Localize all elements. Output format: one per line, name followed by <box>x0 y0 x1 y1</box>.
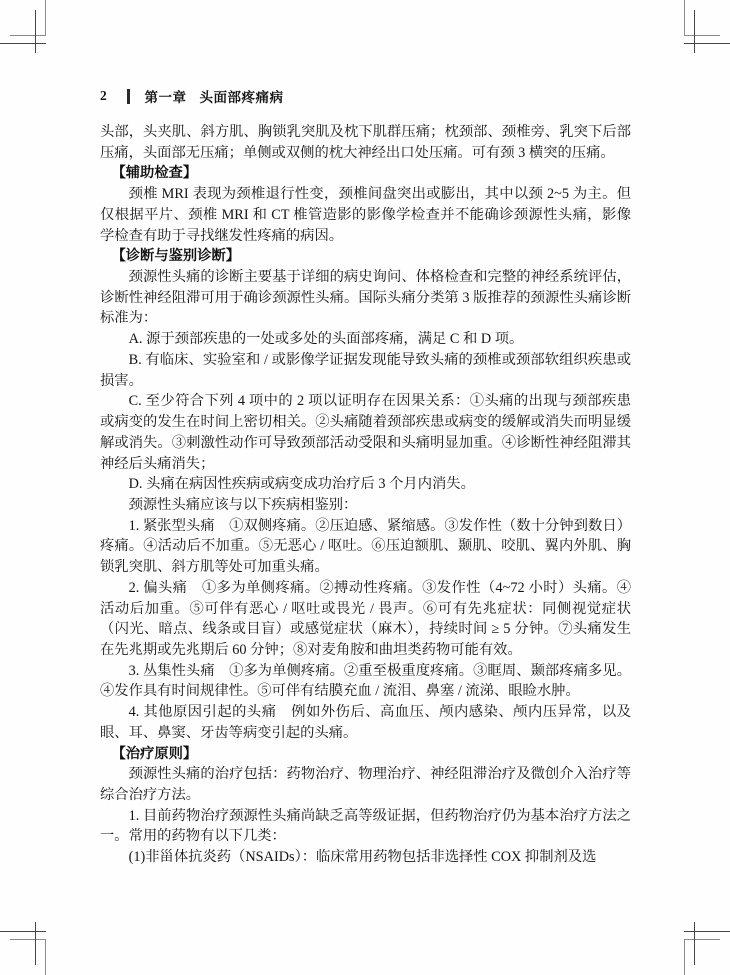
page-number: 2 <box>100 88 108 103</box>
criterion-b: B. 有临床、实验室和 / 或影像学证据发现能导致头痛的颈椎或颈部软组织疾患或损害。 <box>100 351 631 389</box>
chapter-title: 头面部疼痛病 <box>199 90 284 105</box>
paragraph-treatment-overview: 颈源性头痛的治疗包括：药物治疗、物理治疗、神经阻滞治疗及微创介入治疗等综合治疗方法。 <box>100 766 631 803</box>
section-heading-treatment: 【治疗原则】 <box>111 745 198 762</box>
paragraph-diagnosis-basis: 颈源性头痛的诊断主要基于详细的病史询问、体格检查和完整的神经系统评估，诊断性神经阻滞可用于确诊颈源性头痛。国际头痛分类第 3 版推荐的颈源性头痛诊断标准为： <box>100 269 631 327</box>
paragraph-palpation-findings: 头部，头夹肌、斜方肌、胸锁乳突肌及枕下肌群压痛；枕颈部、颈椎旁、乳突下后部压痛，头面部无压痛；单侧或双侧的枕大神经出口处压痛。可有颈 3 横突的压痛。 <box>100 124 631 161</box>
crop-mark-line <box>694 922 695 965</box>
section-heading-auxiliary-exam: 【辅助检查】 <box>111 165 198 182</box>
criterion-c: C. 至少符合下列 4 项中的 2 项以证明存在因果关系：①头痛的出现与颈部疾患或病变的发生在时间上密切相关。②头痛随着颈部疾患或病变的缓解或消失而明显缓解或消失。③刺激性动作可导致颈部活动受限和头痛明显加重。④诊断性神经阻滞其神经后头痛消失； <box>100 393 631 472</box>
paragraph-mri-findings: 颈椎 MRI 表现为颈椎退行性变，颈椎间盘突出或膨出，其中以颈 2~5 为主。但仅根据平片、颈椎 MRI 和 CT 椎管造影的影像学检查并不能确诊颈源性头痛，影像学检查有助于寻找继发性疼痛的病因。 <box>100 186 631 244</box>
running-header <box>100 86 630 106</box>
crop-mark-line <box>684 939 685 975</box>
body-text <box>100 122 631 868</box>
section-heading-diagnosis: 【诊断与鉴别诊断】 <box>111 248 241 265</box>
crop-mark-line <box>10 939 46 940</box>
differential-item-cluster-headache: 3. 丛集性头痛 ①多为单侧疼痛。②重至极重度疼痛。③眶周、颞部疼痛多见。④发作具有时间规律性。⑤可伴有结膜充血 / 流泪、鼻塞 / 流涕、眼睑水肿。 <box>100 662 631 700</box>
differential-item-other-causes: 4. 其他原因引起的头痛 例如外伤后、高血压、颅内感染、颅内压异常，以及眼、耳、鼻窦、牙齿等病变引起的头痛。 <box>100 704 631 741</box>
crop-mark-line <box>35 922 36 965</box>
paragraph-differential-intro: 颈源性头痛应该与以下疾病相鉴别： <box>128 496 358 513</box>
criterion-d: D. 头痛在病因性疾病或病变成功治疗后 3 个月内消失。 <box>128 476 475 493</box>
crop-mark-line <box>684 35 720 36</box>
crop-mark-line <box>45 0 46 36</box>
paragraph-nsaids: (1)非甾体抗炎药（NSAIDs）：临床常用药物包括非选择性 COX 抑制剂及选 <box>128 849 597 866</box>
crop-mark-line <box>0 931 46 932</box>
crop-mark-line <box>35 10 36 53</box>
crop-mark-line <box>10 35 46 36</box>
crop-mark-line <box>684 43 730 44</box>
crop-mark-line <box>684 931 730 932</box>
criterion-a: A. 源于颈部疾患的一处或多处的头面部疼痛，满足 C 和 D 项。 <box>128 331 524 348</box>
crop-mark-line <box>45 939 46 975</box>
crop-mark-line <box>684 0 685 36</box>
header-divider <box>127 89 130 104</box>
differential-item-migraine: 2. 偏头痛 ①多为单侧疼痛。②搏动性疼痛。③发作性（4~72 小时）头痛。④活动后加重。⑤可伴有恶心 / 呕吐或畏光 / 畏声。⑥可有先兆症状：同侧视觉症状（闪光、暗点、线条或目盲）或感觉症状（麻木），持续时间 ≥ 5 分钟。⑦头痛发生在先兆期或先兆期后 60 分钟；⑧对麦角胺和曲坦类药物可能有效。 <box>100 579 631 658</box>
differential-item-tension-headache: 1. 紧张型头痛 ①双侧疼痛。②压迫感、紧缩感。③发作性（数十分钟到数日）疼痛。④活动后不加重。⑤无恶心 / 呕吐。⑥压迫额肌、颞肌、咬肌、翼内外肌、胸锁乳突肌、斜方肌等处可加重头痛。 <box>100 517 631 576</box>
crop-mark-line <box>684 939 720 940</box>
chapter-label: 第一章 <box>144 90 187 105</box>
crop-mark-line <box>0 43 46 44</box>
paragraph-drug-therapy-intro: 1. 目前药物治疗颈源性头痛尚缺乏高等级证据，但药物治疗仍为基本治疗方法之一。常用的药物有以下几类： <box>100 807 631 845</box>
crop-mark-line <box>694 10 695 53</box>
